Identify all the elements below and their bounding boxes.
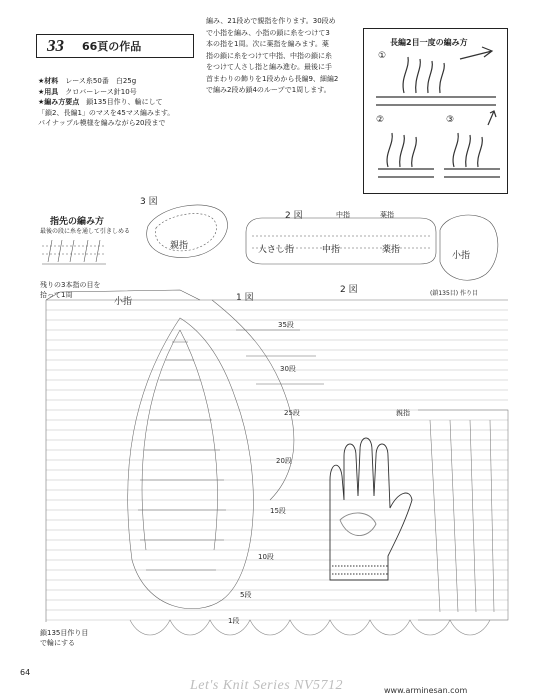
thumb-label: 親指 [170,241,189,251]
pinky-oval [440,215,498,280]
index-finger-label: 人さし指 [258,245,295,255]
middle-finger-label: 中指 [322,245,341,255]
glove-diagram [330,438,412,580]
instruction-line: 指の鎖に糸をつけて中指、中指の鎖に糸 [206,51,332,60]
remain-note-2: 拾って1周 [40,291,73,299]
row-number: 1段 [228,617,240,625]
fingertip-note: 最後の段に糸を通して引きしめる [40,228,131,235]
row-number: 25段 [284,409,300,417]
materials-value: レース糸50番 白25g [65,77,137,85]
watermark: www.arminesan.com [384,686,468,695]
row-number: 20段 [276,457,292,465]
method-key: ★編み方要点 [38,98,80,106]
row-number: 10段 [258,553,274,561]
instruction-line: をつけて人さし指と編み進む。最後に手 [206,63,332,71]
pattern-number: 33 [47,36,64,55]
fig-2-mid-label: 2 図 [340,285,358,295]
step-3-marker: ③ [446,115,455,125]
instruction-line: 本の指を1周。次に薬指を編みます。薬 [206,40,329,48]
tools-key: ★用具 [38,87,59,96]
row-number: 35段 [278,321,294,329]
fig-2-top-label: 2 図 [285,211,303,221]
tools-value: クロバーレース針10号 [65,87,137,96]
scallop-edging [130,620,490,635]
instruction-line: で編み2段め鎖4のループで1周します。 [206,86,331,94]
row-number: 30段 [280,365,296,373]
instruction-line: 編み、21段めで親指を作ります。30段め [206,17,336,25]
ring-top-label: 薬指 [380,211,394,219]
thumb-oval [147,205,228,258]
thumb-side-label: 親指 [396,409,410,417]
pattern-title: 66頁の作品 [82,40,142,53]
step-2-marker: ② [376,115,385,125]
stitch-howto-title: 長編2目一度の編み方 [390,38,468,47]
thumb-gusset [418,410,508,620]
pinky-main-label: 小指 [114,297,133,307]
fingers-strip [246,218,436,264]
row-number: 5段 [240,591,252,599]
fig-1-label: 1 図 [236,293,254,303]
materials-key: ★材料 [38,77,59,85]
fingertip-title: 指先の編み方 [50,217,105,227]
fig-3-label: 3 図 [140,197,158,207]
pineapple-left [128,318,254,609]
row-lines [46,310,508,620]
row-number: 15段 [270,507,286,515]
bottom-note-2: で輪にする [40,639,75,647]
method-line: 「鎖2、長編1」のマスを45マス編みます。 [38,108,175,117]
instruction-line: 首まわりの飾りを1段めから長編9、細編2 [206,74,339,83]
bottom-note-1: 鎖135目作り目 [40,629,89,637]
start-right-note: (鎖135目) 作り目 [430,290,479,297]
step-1-marker: ① [378,51,387,61]
method-line: パイナップル模様を編みながら20段まで [38,119,166,127]
series-title: Let's Knit Series NV5712 [190,678,344,693]
page-number: 64 [20,668,31,677]
method-value: 鎖135目作り、輪にして [86,98,163,106]
remain-note-1: 残りの3本指の目を [40,281,101,289]
middle-top-label: 中指 [336,211,350,219]
pinky-label: 小指 [452,251,471,261]
fingertip-diagram [42,240,106,264]
ring-finger-label: 薬指 [382,245,401,255]
instruction-line: で小指を編み、小指の鎖に糸をつけて3 [206,28,330,37]
